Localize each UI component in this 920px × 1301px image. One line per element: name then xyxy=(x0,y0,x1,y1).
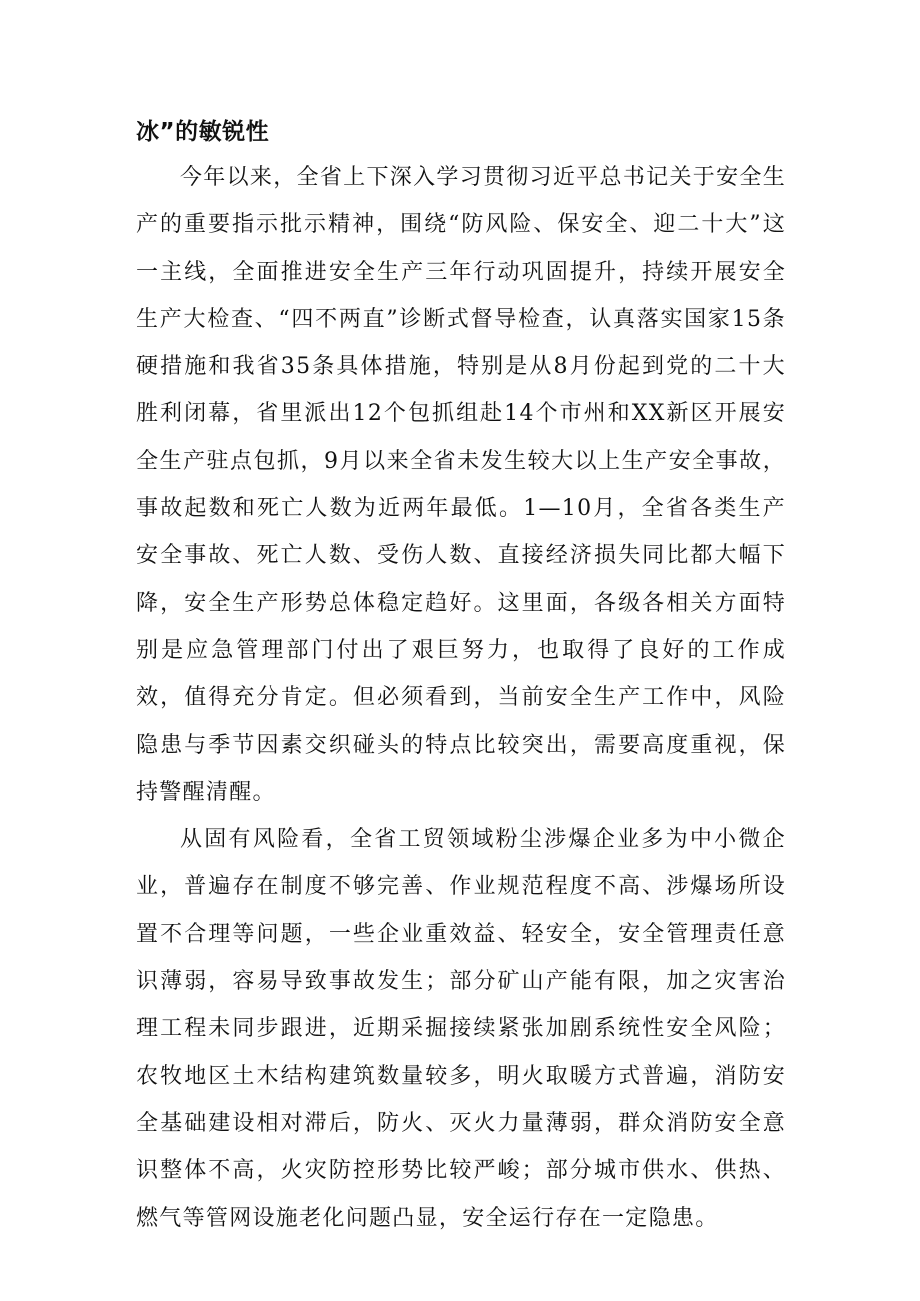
paragraph-inherent-risks: 从固有风险看，全省工贸领域粉尘涉爆企业多为中小微企业，普遍存在制度不够完善、作业规范程度不高、涉爆场所设置不合理等问题，一些企业重效益、轻安全，安全管理责任意识薄弱，容易导致事故发生；部分矿山产能有限，加之灾害治理工程未同步跟进，近期采掘接续紧张加剧系统性安全风险；农牧地区土木结构建筑数量较多，明火取暖方式普遍，消防安全基础建设相对滞后，防火、灭火力量薄弱，群众消防安全意识整体不高，火灾防控形势比较严峻；部分城市供水、供热、燃气等管网设施老化问题凸显，安全运行存在一定隐患。 xyxy=(136,827,786,1231)
section-heading: 冰”的敏锐性 xyxy=(136,119,270,145)
paragraph-safety-overview: 今年以来，全省上下深入学习贯彻习近平总书记关于安全生产的重要指示批示精神，围绕“防风险、保安全、迎二十大”这一主线，全面推进安全生产三年行动巩固提升，持续开展安全生产大检查、“四不两直”诊断式督导检查，认真落实国家15条硬措施和我省35条具体措施，特别是从8月份起到党的二十大胜利闭幕，省里派出12个包抓组赴14个市州和XX新区开展安全生产驻点包抓，9月以来全省未发生较大以上生产安全事故，事故起数和死亡人数为近两年最低。1—10月，全省各类生产安全事故、死亡人数、受伤人数、直接经济损失同比都大幅下降，安全生产形势总体稳定趋好。这里面，各级各相关方面特别是应急管理部门付出了艰巨努力，也取得了良好的工作成效，值得充分肯定。但必须看到，当前安全生产工作中，风险隐患与季节因素交织碰头的特点比较突出，需要高度重视，保持警醒清醒。 xyxy=(136,165,786,805)
document-body xyxy=(136,112,786,1242)
